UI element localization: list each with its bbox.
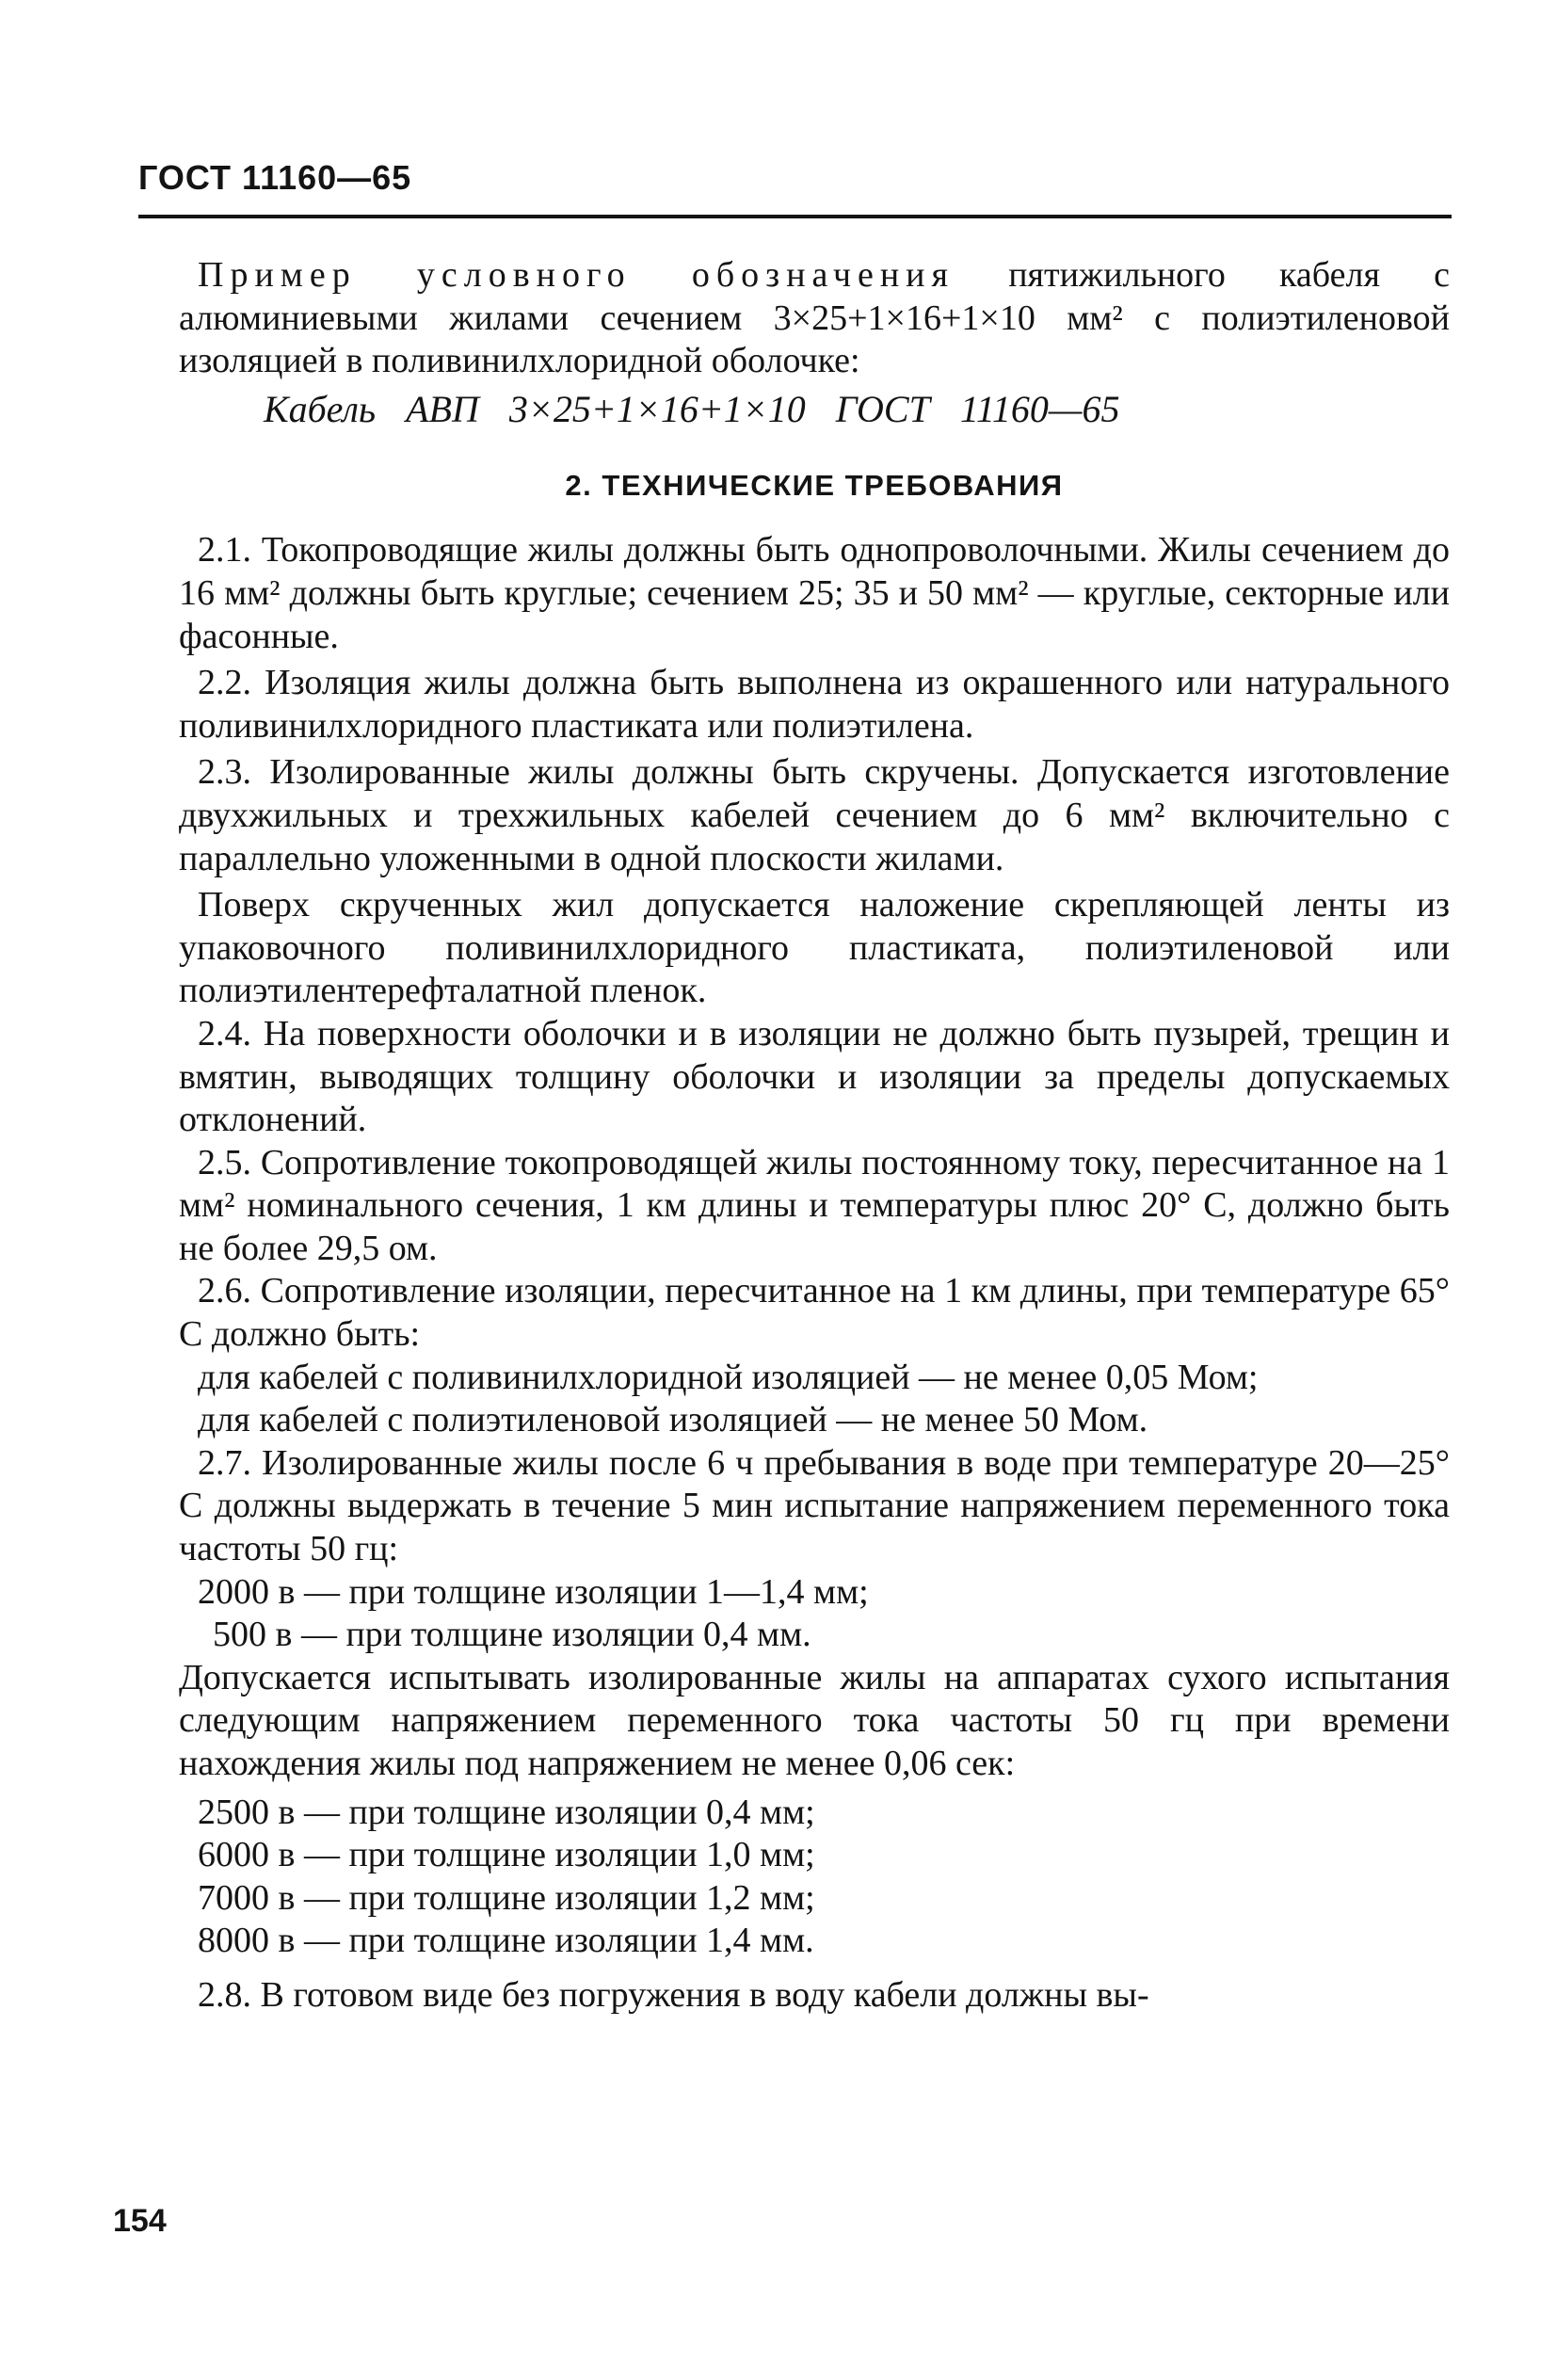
page-number: 154 bbox=[113, 2203, 167, 2239]
paragraph-2-7-dry-test: Допускается испытывать изолированные жилы на аппаратах сухого испытания следующим напряжением переменного тока частоты 50 гц при времени нахождения жилы под напряжением не менее 0,06 сек: bbox=[179, 1657, 1450, 1783]
voltage-line-500: 500 в — при толщине изоляции 0,4 мм. bbox=[213, 1615, 811, 1655]
paragraph-2-3-continued: Поверх скрученных жил допускается наложение скрепляющей ленты из упаковочного поливинилхлоридного пластиката, полиэтиленовой или полиэтилентерефталатной пленок. bbox=[179, 885, 1450, 1011]
paragraph-2-3: 2.3. Изолированные жилы должны быть скручены. Допускается изготовление двухжильных и трехжильных кабелей сечением до 6 мм² включительно с параллельно уложенными в одной плоскости жилами. bbox=[179, 752, 1450, 878]
paragraph-2-5: 2.5. Сопротивление токопроводящей жилы постоянному току, пересчитанное на 1 мм² номинального сечения, 1 км длины и температуры плюс 20° С, должно быть не более 29,5 ом. bbox=[179, 1142, 1450, 1268]
page-body bbox=[179, 254, 1450, 2018]
paragraph-2-1: 2.1. Токопроводящие жилы должны быть однопроволочными. Жилы сечением до 16 мм² должны быть круглые; сечением 25; 35 и 50 мм² — круглые, секторные или фасонные. bbox=[179, 530, 1450, 656]
intro-text: пятижильного кабеля с алюминиевыми жилами сечением 3×25+1×16+1×10 мм² с полиэтиленовой изоляцией в поливинилхлоридной оболочке: bbox=[179, 255, 1450, 381]
header-rule bbox=[138, 215, 1452, 218]
intro-paragraph bbox=[179, 254, 1450, 383]
paragraph-2-6-pvc: для кабелей с поливинилхлоридной изоляцией — не менее 0,05 Мом; bbox=[198, 1357, 1259, 1397]
paragraph-2-4: 2.4. На поверхности оболочки и в изоляции не должно быть пузырей, трещин и вмятин, выводящих толщину оболочки и изоляции за пределы допускаемых отклонений. bbox=[179, 1013, 1450, 1140]
paragraph-2-6-pe: для кабелей с полиэтиленовой изоляцией — не менее 50 Мом. bbox=[198, 1400, 1148, 1440]
paragraph-2-8: 2.8. В готовом виде без погружения в воду кабели должны вы- bbox=[198, 1974, 1149, 2015]
paragraph-2-7: 2.7. Изолированные жилы после 6 ч пребывания в воде при температуре 20—25° С должны выдержать в течение 5 мин испытание напряжением переменного тока частоты 50 гц: bbox=[179, 1442, 1450, 1569]
document-header: ГОСТ 11160—65 bbox=[138, 158, 412, 197]
voltage-line-2000: 2000 в — при толщине изоляции 1—1,4 мм; bbox=[198, 1571, 869, 1612]
voltage-line-8000: 8000 в — при толщине изоляции 1,4 мм. bbox=[198, 1921, 814, 1961]
voltage-line-6000: 6000 в — при толщине изоляции 1,0 мм; bbox=[198, 1835, 815, 1875]
designation-example: Кабель АВП 3×25+1×16+1×10 ГОСТ 11160—65 bbox=[264, 387, 1120, 430]
voltage-line-2500: 2500 в — при толщине изоляции 0,4 мм; bbox=[198, 1792, 815, 1832]
paragraph-2-2: 2.2. Изоляция жилы должна быть выполнена из окрашенного или натурального поливинилхлоридного пластиката или полиэтилена. bbox=[179, 663, 1450, 746]
section-title: 2. ТЕХНИЧЕСКИЕ ТРЕБОВАНИЯ bbox=[565, 468, 1064, 502]
intro-lead: Пример условного обозначения bbox=[198, 255, 955, 295]
paragraph-2-6: 2.6. Сопротивление изоляции, пересчитанное на 1 км длины, при температуре 65° С должно быть: bbox=[179, 1271, 1450, 1355]
voltage-line-7000: 7000 в — при толщине изоляции 1,2 мм; bbox=[198, 1877, 815, 1918]
